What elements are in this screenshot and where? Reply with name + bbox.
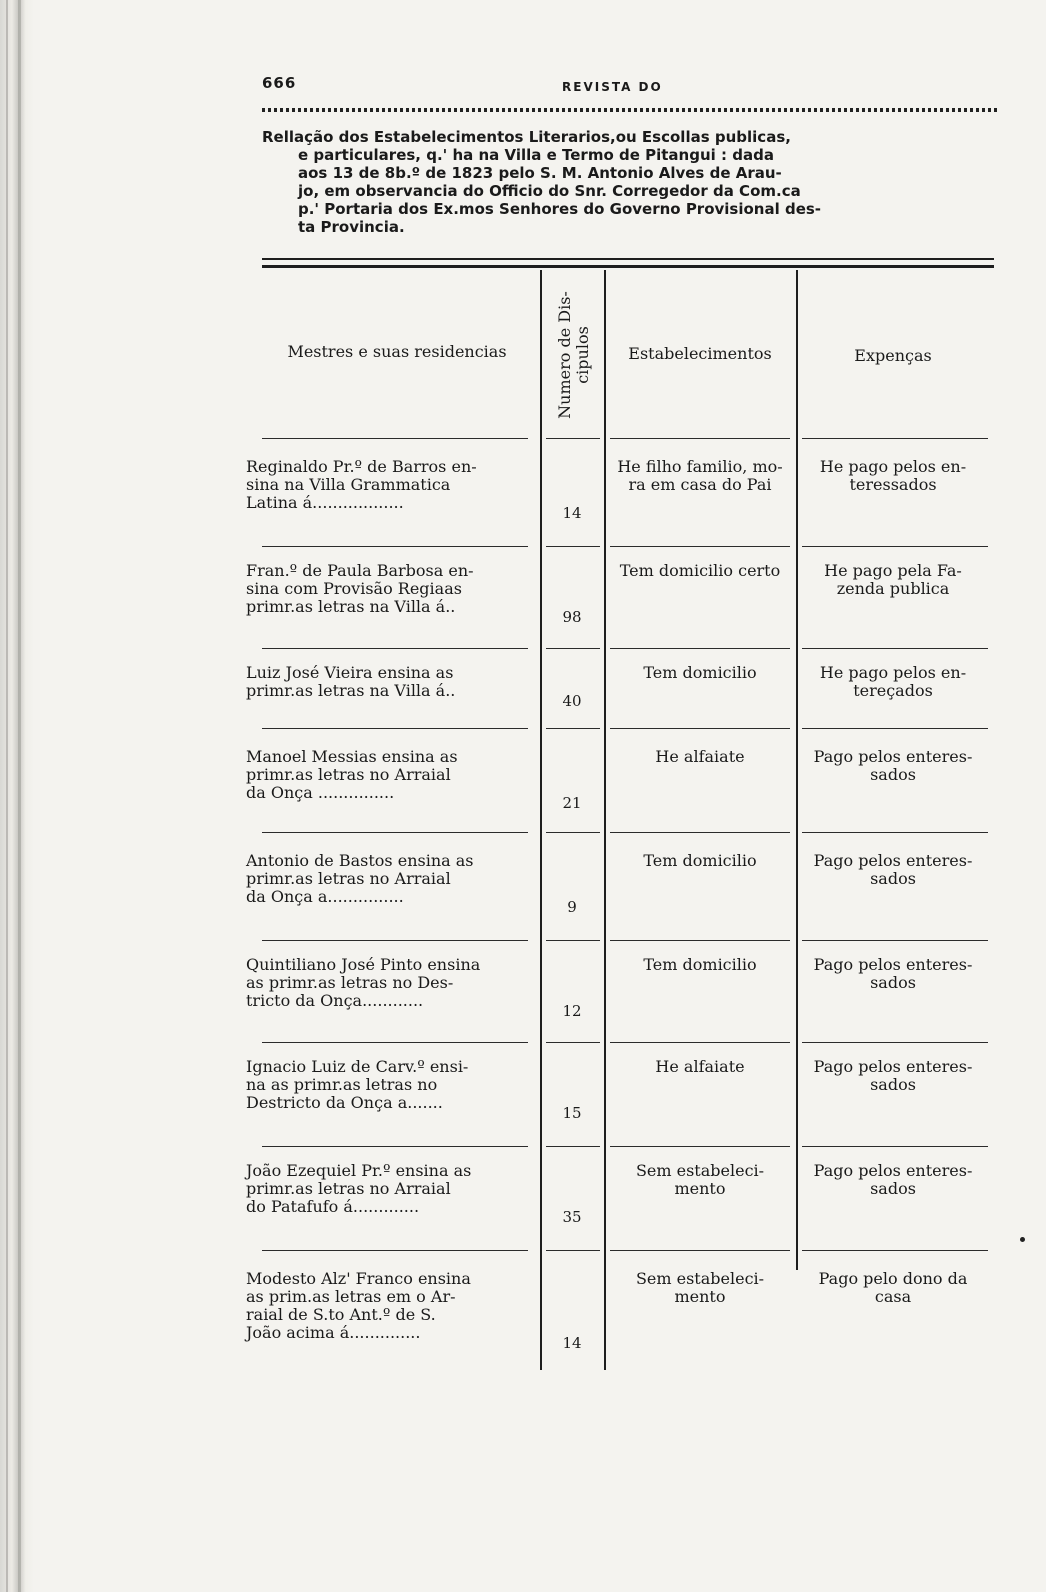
row-separator: [802, 940, 988, 941]
establishment-cell: [606, 562, 794, 580]
binding-shadow: [6, 0, 8, 1592]
row-separator: [262, 1250, 528, 1251]
row-separator: [546, 1146, 600, 1147]
cell-line: Tem domicilio: [643, 851, 757, 870]
row-separator: [802, 546, 988, 547]
row-separator: [610, 1250, 790, 1251]
cell-line: He alfaiate: [655, 747, 745, 766]
cell-line: Destricto da Onça a.......: [246, 1093, 443, 1112]
cell-line: sados: [870, 1179, 916, 1198]
cell-line: sados: [870, 869, 916, 888]
cell-line: Tem domicilio: [643, 955, 757, 974]
page-number: 666: [262, 74, 297, 92]
row-separator: [802, 648, 988, 649]
title-line: p.' Portaria dos Ex.mos Senhores do Governo Provisional des-: [298, 200, 822, 218]
header-rule: [262, 108, 1000, 112]
row-separator: [546, 546, 600, 547]
row-separator: [262, 728, 528, 729]
cell-line: Tem domicilio certo: [619, 561, 781, 580]
establishment-cell: [606, 664, 794, 682]
cell-line: primr.as letras na Villa á..: [246, 681, 456, 700]
header-masters: Mestres e suas residencias: [287, 342, 507, 361]
cell-line: He pago pelos en-: [819, 663, 967, 682]
row-separator: [610, 728, 790, 729]
cell-line: João Ezequiel Pr.º ensina as: [246, 1161, 472, 1180]
cell-line: Sem estabeleci-: [635, 1269, 765, 1288]
title-line: Rellação dos Estabelecimentos Literarios,ou Escollas publicas,: [262, 128, 791, 146]
master-cell: [246, 748, 528, 802]
row-separator: [610, 546, 790, 547]
cell-line: as primr.as letras no Des-: [246, 973, 454, 992]
row-separator: [610, 648, 790, 649]
cell-line: Latina á..................: [246, 493, 404, 512]
cell-line: Luiz José Vieira ensina as: [246, 663, 454, 682]
cell-line: Pago pelos enteres-: [813, 1057, 973, 1076]
cell-line: zenda publica: [836, 579, 950, 598]
establishment-cell: [606, 1162, 794, 1198]
running-head: REVISTA DO: [562, 80, 663, 94]
title-line: e particulares, q.' ha na Villa e Termo de Pitangui : dada: [298, 146, 774, 164]
row-separator: [546, 1250, 600, 1251]
row-separator: [546, 728, 600, 729]
cell-line: Manoel Messias ensina as: [246, 747, 458, 766]
row-separator: [262, 438, 528, 439]
print-speck: [1020, 1237, 1025, 1242]
disciples-count: 14: [562, 504, 582, 522]
cell-line: He alfaiate: [655, 1057, 745, 1076]
row-separator: [262, 648, 528, 649]
cell-line: tereçados: [853, 681, 933, 700]
header-disciples-text: Numero de Dis-cipulos: [555, 291, 592, 419]
cell-line: Pago pelos enteres-: [813, 1161, 973, 1180]
master-cell: [246, 956, 528, 1010]
cell-line: Antonio de Bastos ensina as: [246, 851, 474, 870]
cell-line: as prim.as letras em o Ar-: [246, 1287, 456, 1306]
title-line: aos 13 de 8b.º de 1823 pelo S. M. Antonio Alves de Arau-: [298, 164, 782, 182]
cell-line: João acima á..............: [246, 1323, 421, 1342]
cell-line: sados: [870, 1075, 916, 1094]
binding-shadow: [18, 0, 21, 1592]
cell-line: tricto da Onça............: [246, 991, 424, 1010]
expense-cell: [798, 458, 988, 494]
cell-line: mento: [674, 1287, 726, 1306]
disciples-count: 21: [562, 794, 582, 812]
establishment-cell: [606, 458, 794, 494]
cell-line: Tem domicilio: [643, 663, 757, 682]
master-cell: [246, 664, 528, 700]
master-cell: [246, 562, 528, 616]
cell-line: raial de S.to Ant.º de S.: [246, 1305, 436, 1324]
cell-line: He pago pela Fa-: [824, 561, 962, 580]
row-separator: [802, 728, 988, 729]
row-separator: [546, 1042, 600, 1043]
row-separator: [802, 438, 988, 439]
row-separator: [546, 438, 600, 439]
cell-line: sados: [870, 973, 916, 992]
row-separator: [802, 1146, 988, 1147]
row-separator: [262, 940, 528, 941]
cell-line: Quintiliano José Pinto ensina: [246, 955, 481, 974]
row-separator: [610, 438, 790, 439]
cell-line: Pago pelo dono da: [818, 1269, 968, 1288]
title-line: jo, em observancia do Officio do Snr. Corregedor da Com.ca: [298, 182, 801, 200]
cell-line: Pago pelos enteres-: [813, 747, 973, 766]
disciples-count: 15: [562, 1104, 582, 1122]
row-separator: [546, 940, 600, 941]
expense-cell: [798, 1270, 988, 1306]
cell-line: sados: [870, 765, 916, 784]
row-separator: [262, 1146, 528, 1147]
cell-line: primr.as letras na Villa á..: [246, 597, 456, 616]
header-establishments: Estabelecimentos: [628, 344, 772, 363]
row-separator: [610, 1042, 790, 1043]
cell-line: da Onça ...............: [246, 783, 395, 802]
cell-line: primr.as letras no Arraial: [246, 1179, 451, 1198]
expense-cell: [798, 664, 988, 700]
row-separator: [610, 940, 790, 941]
cell-line: do Patafufo á.............: [246, 1197, 420, 1216]
title-line: ta Provincia.: [298, 218, 405, 236]
title-rule-thick: [262, 265, 994, 268]
header-expenses: Expenças: [854, 346, 932, 365]
disciples-count: 40: [562, 692, 582, 710]
cell-line: ra em casa do Pai: [628, 475, 772, 494]
row-separator: [262, 832, 528, 833]
establishment-cell: [606, 852, 794, 870]
master-cell: [246, 458, 528, 512]
disciples-count: 9: [567, 898, 577, 916]
expense-cell: [798, 852, 988, 888]
cell-line: sina com Provisão Regiaas: [246, 579, 462, 598]
master-cell: [246, 1162, 528, 1216]
establishment-cell: [606, 1058, 794, 1076]
page-header: [262, 66, 1002, 100]
row-separator: [546, 648, 600, 649]
disciples-count: 14: [562, 1334, 582, 1352]
header-disciples: [542, 270, 606, 440]
expense-cell: [798, 1058, 988, 1094]
cell-line: da Onça a...............: [246, 887, 404, 906]
cell-line: Reginaldo Pr.º de Barros en-: [246, 457, 477, 476]
cell-line: Pago pelos enteres-: [813, 955, 973, 974]
cell-line: sina na Villa Grammatica: [246, 475, 451, 494]
title-rule: [262, 258, 994, 260]
cell-line: na as primr.as letras no: [246, 1075, 438, 1094]
row-separator: [802, 1250, 988, 1251]
cell-line: Modesto Alz' Franco ensina: [246, 1269, 471, 1288]
master-cell: [246, 1058, 528, 1112]
disciples-count: 98: [562, 608, 582, 626]
disciples-count: 12: [562, 1002, 582, 1020]
row-separator: [802, 1042, 988, 1043]
cell-line: Fran.º de Paula Barbosa en-: [246, 561, 474, 580]
cell-line: Sem estabeleci-: [635, 1161, 765, 1180]
cell-line: primr.as letras no Arraial: [246, 765, 451, 784]
establishment-cell: [606, 956, 794, 974]
cell-line: He pago pelos en-: [819, 457, 967, 476]
row-separator: [610, 832, 790, 833]
row-separator: [802, 832, 988, 833]
row-separator: [262, 546, 528, 547]
establishment-cell: [606, 1270, 794, 1306]
cell-line: Ignacio Luiz de Carv.º ensi-: [246, 1057, 469, 1076]
disciples-count: 35: [562, 1208, 582, 1226]
expense-cell: [798, 1162, 988, 1198]
expense-cell: [798, 562, 988, 598]
row-separator: [610, 1146, 790, 1147]
document-title: [262, 128, 1000, 236]
master-cell: [246, 852, 528, 906]
cell-line: He filho familio, mo-: [617, 457, 783, 476]
establishment-cell: [606, 748, 794, 766]
cell-line: casa: [874, 1287, 912, 1306]
expense-cell: [798, 956, 988, 992]
cell-line: primr.as letras no Arraial: [246, 869, 451, 888]
row-separator: [546, 832, 600, 833]
row-separator: [262, 1042, 528, 1043]
expense-cell: [798, 748, 988, 784]
cell-line: teressados: [849, 475, 937, 494]
cell-line: mento: [674, 1179, 726, 1198]
master-cell: [246, 1270, 528, 1342]
cell-line: Pago pelos enteres-: [813, 851, 973, 870]
